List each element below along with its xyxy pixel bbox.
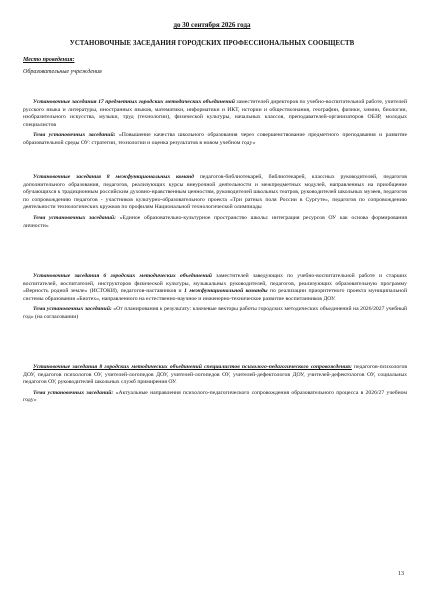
section-description	[23, 174, 407, 212]
theme-text: «Актуальные направления психолого-педагогического сопровождения образовательного процесса в 2026/27 учебном году»	[23, 389, 407, 404]
section-theme	[23, 132, 407, 147]
section-body-secondary: по реализации приоритетного проекта муниципальной системы образования «Биотех», направленного на естественно-научное и инженерно-техническое развитие воспитанников ДОУ.	[23, 288, 407, 302]
section-description	[23, 273, 407, 303]
section-theme	[23, 215, 407, 230]
section-description	[23, 99, 407, 129]
section-body: педагогов-психологов ДОУ, педагогов психологов ОУ, учителей-логопедов ДОУ, учителей-логопедов ОУ, учителей-дефектологов ДОУ, учителей-дефектологов ОУ, социальных педагогов ОУ, руководителей школьных служб примирения ОУ.	[23, 364, 407, 386]
venue-value: Образовательные учреждения	[23, 69, 102, 75]
section-subject-associations	[23, 99, 407, 148]
section-lead: Установочные заседания 8 межфункциональных команд	[33, 174, 195, 180]
theme-label: Тема установочных заседаний:	[33, 132, 116, 139]
section-description	[23, 364, 407, 387]
section-lead-secondary: 1 межфункциональной команды	[183, 288, 268, 295]
section-psychology-specialists	[23, 364, 407, 405]
section-theme	[23, 390, 407, 405]
page-number: 13	[398, 571, 404, 577]
section-theme	[23, 306, 407, 321]
theme-label: Тема установочных заседаний:	[33, 306, 112, 313]
theme-text: «От планирования к результату: ключевые векторы работы городских методических объединений на 2026/2027 учебный год» (на согласовании)	[23, 306, 407, 320]
section-lead: Установочные заседания 17 предметных городских методических объединений	[33, 99, 235, 105]
page-title: УСТАНОВОЧНЫЕ ЗАСЕДАНИЯ ГОРОДСКИХ ПРОФЕССИОНАЛЬНЫХ СООБЩЕСТВ	[69, 40, 355, 47]
theme-text: «Повышение качества школьного образования через совершенствование предметного преподавания и развитие образовательной среды ОУ: стратегии, технологии и оценка результатов в новом учебном году»	[23, 132, 408, 146]
section-preschool-associations	[23, 273, 407, 322]
section-body: заместителей заведующих по учебно-воспитательной работе и старших воспитателей, воспитателей, инструкторов физической культуры, музыкальных руководителей, педагогов, реализующих образовательную программу «Верность родной земле» (ИСТОКИ), педагогов-наставников и	[23, 273, 407, 295]
theme-label: Тема установочных заседаний:	[33, 389, 114, 396]
section-lead: Установочные заседания 8 городских методических объединений специалистов психолого-педагогического сопровождения:	[33, 364, 352, 370]
section-cross-functional-teams	[23, 174, 407, 230]
venue-label: Место проведения:	[23, 57, 75, 63]
event-date: до 30 сентября 2026 года	[173, 21, 251, 29]
section-lead: Установочные заседания 6 городских методических объединений	[33, 273, 212, 279]
section-body: заместителей директоров по учебно-воспитательной работе, учителей русского языка и литературы, иностранных языков, математики, информатики и ИКТ, истории и обществознания, географии, физики, химии, биологии, изобразительного искусства, музыки, труд (технологии), физической культуры, начальных классов, преподавателей-организаторов ОБЗР, молодых специалистов	[23, 99, 407, 128]
theme-label: Тема установочных заседаний:	[33, 214, 116, 221]
theme-text: «Единое образовательно-культурное пространство школы: интеграция ресурсов ОУ как основа формирования личности»	[23, 214, 408, 229]
section-body: педагогов-библиотекарей, библиотекарей, классных руководителей, педагогов дополнительного образования, педагогов, реализующих курсы внеурочной деятельности и межпредметных модулей, направленных на приобщение обучающихся к традиционным российским духовно-нравственным ценностям, руководителей школьных театров, руководителей школьных музеев, педагогов по сопровождению педагогов - участников культурно-образовательного проекта «Три ратных поля России в Сургуте», педагогов по сопровождению деятельности технологических кружков по профилям Национальной технологической олимпиады	[23, 174, 407, 211]
